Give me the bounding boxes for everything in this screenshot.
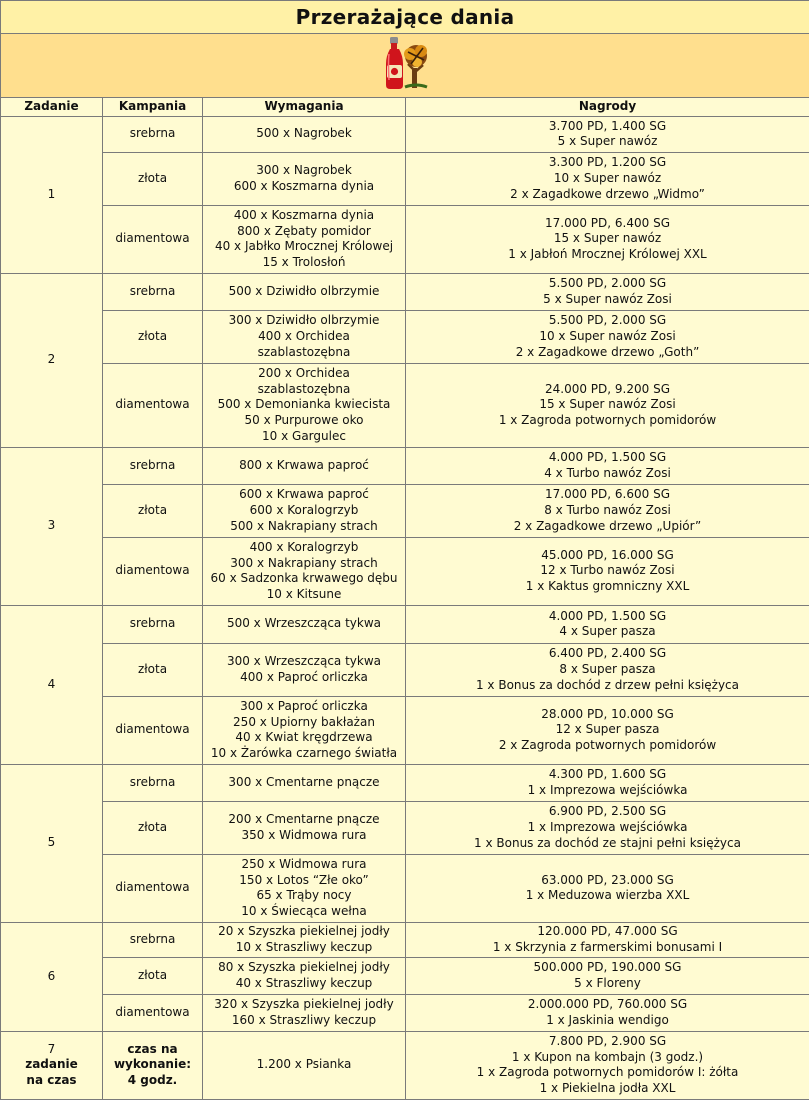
requirement-line: 600 x Koralogrzyb xyxy=(249,502,359,517)
rewards-cell xyxy=(406,205,809,273)
table-row xyxy=(1,447,809,484)
table-row xyxy=(1,764,809,801)
requirement-line: 500 x Nagrobek xyxy=(256,126,352,141)
campaign-cell: diamentowa xyxy=(103,696,203,764)
table-row xyxy=(1,537,809,605)
rewards-cell xyxy=(406,764,809,801)
ketchup-bottle-and-tree-icon xyxy=(375,34,435,92)
requirement-line: 800 x Zębaty pomidor xyxy=(237,223,371,238)
requirement-line: szablastozębna xyxy=(257,381,351,396)
campaign-cell: złota xyxy=(103,310,203,363)
header-zadanie: Zadanie xyxy=(1,97,103,116)
table-row-timed-task xyxy=(1,1031,809,1099)
campaign-cell: srebrna xyxy=(103,273,203,310)
reward-line: 1 x Zagroda potwornych pomidorów I: żółta xyxy=(476,1065,739,1080)
requirements-cell xyxy=(203,764,406,801)
requirement-line: 250 x Widmowa rura xyxy=(241,856,367,871)
reward-line: 1 x Jabłoń Mrocznej Królowej XXL xyxy=(508,247,707,262)
requirement-line: 500 x Demonianka kwiecista xyxy=(217,397,391,412)
requirement-line: 400 x Koszmarna dynia xyxy=(233,207,375,222)
requirement-line: 350 x Widmowa rura xyxy=(241,827,367,842)
table-row xyxy=(1,922,809,957)
table-row xyxy=(1,363,809,447)
reward-line: 17.000 PD, 6.600 SG xyxy=(545,487,670,502)
rewards-cell xyxy=(406,696,809,764)
requirements-cell xyxy=(203,363,406,447)
campaign-cell: srebrna xyxy=(103,922,203,957)
requirement-line: 500 x Dziwidło olbrzymie xyxy=(228,283,380,298)
requirement-line: 40 x Jabłko Mrocznej Królowej xyxy=(214,239,394,254)
requirement-line: 300 x Nakrapiany strach xyxy=(230,555,378,570)
reward-line: 1 x Imprezowa wejściówka xyxy=(527,819,688,834)
requirement-line: 500 x Nakrapiany strach xyxy=(230,518,378,533)
reward-line: 5 x Floreny xyxy=(574,975,641,990)
rewards-cell xyxy=(406,1031,809,1099)
reward-line: 1 x Bonus za dochód ze stajni pełni księżyca xyxy=(474,835,741,850)
table-row xyxy=(1,801,809,854)
reward-line: 4.300 PD, 1.600 SG xyxy=(548,767,667,781)
timed-task-label-line: zadanie xyxy=(25,1057,78,1072)
campaign-cell: złota xyxy=(103,643,203,696)
reward-line: 15 x Super nawóz Zosi xyxy=(539,397,676,412)
requirements-cell xyxy=(203,1031,406,1099)
campaign-cell: złota xyxy=(103,484,203,537)
rewards-cell xyxy=(406,957,809,994)
icon-row xyxy=(1,34,809,98)
reward-line: 5 x Super nawóz xyxy=(557,134,658,149)
requirement-line: 300 x Paproć orliczka xyxy=(240,698,368,713)
requirements-cell xyxy=(203,605,406,643)
timed-task-label xyxy=(1,1031,103,1099)
table-row xyxy=(1,152,809,205)
reward-line: 2 x Zagadkowe drzewo „Goth” xyxy=(515,344,700,359)
reward-line: 8 x Turbo nawóz Zosi xyxy=(544,502,671,517)
reward-line: 1 x Zagroda potwornych pomidorów xyxy=(498,413,717,428)
requirements-cell xyxy=(203,994,406,1031)
reward-line: 120.000 PD, 47.000 SG xyxy=(537,924,678,938)
reward-line: 63.000 PD, 23.000 SG xyxy=(541,872,674,887)
reward-line: 15 x Super nawóz xyxy=(553,231,662,246)
table-row xyxy=(1,484,809,537)
campaign-cell: srebrna xyxy=(103,116,203,152)
reward-line: 10 x Super nawóz Zosi xyxy=(539,328,676,343)
reward-line: 24.000 PD, 9.200 SG xyxy=(545,381,670,396)
requirement-line: 320 x Szyszka piekielnej jodły xyxy=(214,997,394,1011)
requirements-cell xyxy=(203,273,406,310)
reward-line: 7.800 PD, 2.900 SG xyxy=(548,1033,667,1048)
table-row xyxy=(1,994,809,1031)
table-row xyxy=(1,643,809,696)
reward-line: 4 x Super pasza xyxy=(559,624,656,639)
requirement-line: 40 x Kwiat kręgdrzewa xyxy=(235,730,373,745)
reward-line: 2 x Zagadkowe drzewo „Widmo” xyxy=(510,186,705,201)
page-title: Przerażające dania xyxy=(1,1,809,34)
requirement-line: 400 x Orchidea xyxy=(258,328,350,343)
requirement-line: 160 x Straszliwy keczup xyxy=(231,1012,377,1027)
requirement-line: 80 x Szyszka piekielnej jodły xyxy=(218,960,390,974)
campaign-cell: diamentowa xyxy=(103,363,203,447)
campaign-cell: złota xyxy=(103,152,203,205)
task-number: 6 xyxy=(1,922,103,1031)
reward-line: 1 x Bonus za dochód z drzew pełni księżyca xyxy=(475,677,740,692)
requirement-line: 200 x Orchidea xyxy=(258,365,350,380)
requirements-cell xyxy=(203,116,406,152)
task-number: 2 xyxy=(1,273,103,447)
time-limit-line: 4 godz. xyxy=(127,1073,178,1088)
reward-line: 4.000 PD, 1.500 SG xyxy=(548,608,667,623)
requirement-line: 600 x Krwawa paproć xyxy=(239,487,369,502)
rewards-cell xyxy=(406,363,809,447)
reward-line: 1 x Kaktus gromniczny XXL xyxy=(525,579,690,594)
reward-line: 2 x Zagroda potwornych pomidorów xyxy=(498,738,717,753)
reward-line: 5 x Super nawóz Zosi xyxy=(543,291,672,306)
requirement-line: 60 x Sadzonka krwawego dębu xyxy=(210,571,398,586)
requirement-line: 300 x Nagrobek xyxy=(256,163,352,177)
reward-line: 4.000 PD, 1.500 SG xyxy=(548,450,667,464)
reward-line: 1 x Imprezowa wejściówka xyxy=(527,782,688,797)
table-row xyxy=(1,854,809,922)
requirement-line: 1.200 x Psianka xyxy=(256,1057,352,1072)
reward-line: 3.300 PD, 1.200 SG xyxy=(548,155,667,170)
table-row xyxy=(1,605,809,643)
header-kampania: Kampania xyxy=(103,97,203,116)
time-limit-line: wykonanie: xyxy=(113,1057,192,1072)
reward-line: 2 x Zagadkowe drzewo „Upiór” xyxy=(513,518,702,533)
requirement-line: 50 x Purpurowe oko xyxy=(244,413,364,428)
rewards-cell xyxy=(406,152,809,205)
requirement-line: 250 x Upiorny bakłażan xyxy=(233,714,375,729)
rewards-cell xyxy=(406,605,809,643)
requirements-cell xyxy=(203,801,406,854)
reward-line: 1 x Skrzynia z farmerskimi bonusami I xyxy=(492,939,723,954)
reward-line: 5.500 PD, 2.000 SG xyxy=(548,313,667,328)
requirements-cell xyxy=(203,447,406,484)
requirement-line: 15 x Trolosłoń xyxy=(262,255,346,270)
requirement-line: 300 x Dziwidło olbrzymie xyxy=(228,313,380,328)
reward-line: 4 x Turbo nawóz Zosi xyxy=(544,465,671,480)
reward-line: 12 x Super pasza xyxy=(555,722,660,737)
reward-line: 28.000 PD, 10.000 SG xyxy=(541,706,674,721)
rewards-cell xyxy=(406,484,809,537)
requirement-line: szablastozębna xyxy=(257,344,351,359)
task-number: 4 xyxy=(1,605,103,764)
task-number: 3 xyxy=(1,447,103,605)
header-nagrody: Nagrody xyxy=(406,97,809,116)
campaign-cell: srebrna xyxy=(103,447,203,484)
requirement-line: 20 x Szyszka piekielnej jodły xyxy=(218,924,390,938)
table-row xyxy=(1,116,809,152)
requirements-cell xyxy=(203,205,406,273)
requirements-cell xyxy=(203,537,406,605)
reward-line: 2.000.000 PD, 760.000 SG xyxy=(527,997,688,1011)
requirement-line: 200 x Cmentarne pnącze xyxy=(228,812,380,826)
reward-line: 10 x Super nawóz xyxy=(553,170,662,185)
requirement-line: 10 x Straszliwy keczup xyxy=(235,939,373,954)
requirements-cell xyxy=(203,696,406,764)
rewards-cell xyxy=(406,447,809,484)
rewards-cell xyxy=(406,922,809,957)
rewards-cell xyxy=(406,273,809,310)
requirement-line: 400 x Koralogrzyb xyxy=(249,539,359,554)
requirement-line: 40 x Straszliwy keczup xyxy=(235,975,373,990)
table-header xyxy=(1,97,809,116)
rewards-cell xyxy=(406,854,809,922)
table-row xyxy=(1,273,809,310)
campaign-cell: diamentowa xyxy=(103,537,203,605)
requirement-line: 300 x Wrzeszcząca tykwa xyxy=(226,654,382,668)
rewards-cell xyxy=(406,537,809,605)
reward-line: 6.900 PD, 2.500 SG xyxy=(548,804,667,819)
rewards-cell xyxy=(406,801,809,854)
timed-task-label-line: 7 xyxy=(47,1041,56,1056)
table-row xyxy=(1,696,809,764)
task-number: 5 xyxy=(1,764,103,922)
requirement-line: 10 x Gargulec xyxy=(262,428,346,443)
requirements-cell xyxy=(203,854,406,922)
timed-task-label-line: na czas xyxy=(26,1073,77,1088)
requirement-line: 65 x Trąby nocy xyxy=(256,888,352,903)
task-number: 1 xyxy=(1,116,103,273)
reward-line: 5.500 PD, 2.000 SG xyxy=(548,276,667,290)
campaign-cell: srebrna xyxy=(103,605,203,643)
requirement-line: 150 x Lotos “Złe oko” xyxy=(239,872,369,887)
rewards-cell xyxy=(406,643,809,696)
requirements-cell xyxy=(203,643,406,696)
reward-line: 1 x Piekielna jodła XXL xyxy=(539,1081,676,1096)
reward-line: 17.000 PD, 6.400 SG xyxy=(545,215,670,230)
requirement-line: 10 x Świecąca wełna xyxy=(241,904,367,919)
reward-line: 1 x Kupon na kombajn (3 godz.) xyxy=(511,1049,704,1064)
reward-line: 45.000 PD, 16.000 SG xyxy=(541,547,674,562)
table-row xyxy=(1,957,809,994)
rewards-cell xyxy=(406,994,809,1031)
requirements-cell xyxy=(203,922,406,957)
requirements-cell xyxy=(203,957,406,994)
rewards-cell xyxy=(406,116,809,152)
campaign-cell: diamentowa xyxy=(103,205,203,273)
title-row xyxy=(1,1,809,34)
reward-line: 3.700 PD, 1.400 SG xyxy=(548,118,667,133)
reward-line: 500.000 PD, 190.000 SG xyxy=(533,960,682,974)
rewards-cell xyxy=(406,310,809,363)
requirement-line: 300 x Cmentarne pnącze xyxy=(228,774,380,789)
requirement-line: 10 x Żarówka czarnego światła xyxy=(210,746,398,761)
campaign-cell: diamentowa xyxy=(103,994,203,1031)
reward-line: 8 x Super pasza xyxy=(559,661,656,676)
campaign-cell: diamentowa xyxy=(103,854,203,922)
requirement-line: 400 x Paproć orliczka xyxy=(240,669,368,684)
time-limit-line: czas na xyxy=(127,1041,178,1056)
requirement-line: 600 x Koszmarna dynia xyxy=(233,178,375,193)
campaign-cell: srebrna xyxy=(103,764,203,801)
campaign-cell: złota xyxy=(103,801,203,854)
requirements-cell xyxy=(203,484,406,537)
reward-line: 6.400 PD, 2.400 SG xyxy=(548,646,667,661)
requirements-cell xyxy=(203,152,406,205)
requirement-line: 10 x Kitsune xyxy=(266,587,342,602)
time-limit-cell xyxy=(103,1031,203,1099)
reward-line: 12 x Turbo nawóz Zosi xyxy=(540,563,675,578)
reward-line: 1 x Jaskinia wendigo xyxy=(546,1012,669,1027)
reward-line: 1 x Meduzowa wierzba XXL xyxy=(525,888,690,903)
requirement-line: 800 x Krwawa paproć xyxy=(239,457,369,472)
header-wymagania: Wymagania xyxy=(203,97,406,116)
requirements-cell xyxy=(203,310,406,363)
requirement-line: 500 x Wrzeszcząca tykwa xyxy=(226,616,382,631)
table-row xyxy=(1,310,809,363)
campaign-cell: złota xyxy=(103,957,203,994)
table-row xyxy=(1,205,809,273)
